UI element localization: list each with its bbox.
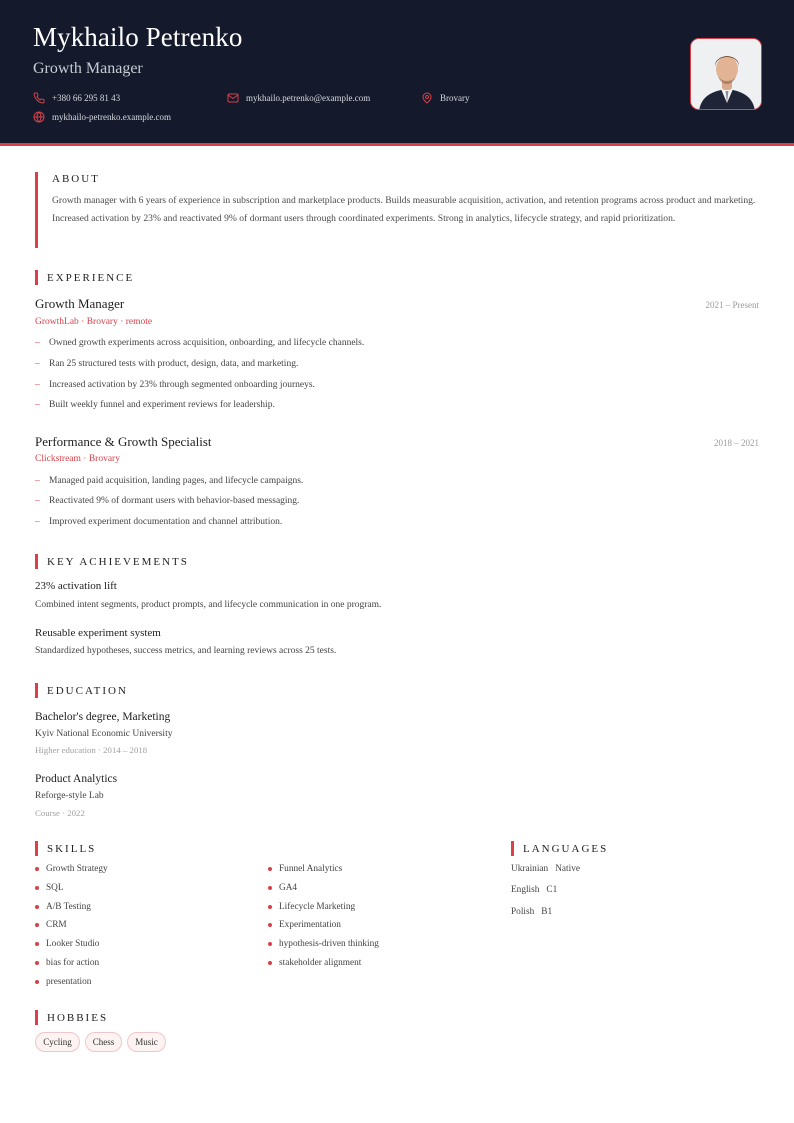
education-meta: Course · 2022 [35, 808, 85, 818]
skill-item: presentation [35, 977, 91, 987]
profile-photo [690, 38, 762, 110]
about-section [35, 172, 759, 248]
job-bullet: – Ran 25 structured tests with product, design, data, and marketing. [35, 359, 299, 369]
experience-heading [35, 270, 134, 285]
section-accent-bar [35, 270, 38, 285]
job-meta: GrowthLab · Brovary · remote [35, 317, 153, 327]
achievement-title: Reusable experiment system [35, 627, 161, 639]
section-accent-bar [511, 841, 514, 856]
achievement-title: 23% activation lift [35, 580, 117, 592]
language-item: Polish B1 [511, 907, 553, 917]
education-title: Product Analytics [35, 773, 118, 785]
skill-item: Lifecycle Marketing [268, 902, 355, 912]
header-accent-rule [0, 143, 794, 146]
location-text: Brovary [440, 93, 470, 103]
candidate-name: Mykhailo Petrenko [33, 22, 243, 52]
skill-item: stakeholder alignment [268, 958, 361, 968]
job-title: Performance & Growth Specialist [35, 434, 212, 449]
skill-item: SQL [35, 883, 64, 893]
contact-phone[interactable] [33, 92, 120, 104]
about-text: Growth manager with 6 years of experience in subscription and marketplace products. Builds measurable acquisition, activation, and retention programs across product and marketing. Increased activation by 23% and reactivated 9% of dormant users through coordinated experiments. Strong in analytics, lifecycle strategy, and rapid prioritization. [52, 195, 756, 224]
contact-website[interactable] [33, 111, 171, 123]
skill-item: GA4 [268, 883, 297, 893]
website-text: mykhailo-petrenko.example.com [52, 112, 171, 122]
job-bullet: – Managed paid acquisition, landing pages, and lifecycle campaigns. [35, 476, 304, 486]
phone-icon [33, 92, 45, 104]
phone-text: +380 66 295 81 43 [52, 93, 121, 103]
education-meta: Higher education · 2014 – 2018 [35, 745, 148, 755]
education-heading-text: EDUCATION [47, 684, 128, 697]
hobbies-heading-text: HOBBIES [47, 1011, 109, 1024]
job-bullet: – Owned growth experiments across acquisition, onboarding, and lifecycle channels. [35, 338, 365, 348]
email-text: mykhailo.petrenko@example.com [246, 93, 371, 103]
job-dates: 2018 – 2021 [714, 438, 759, 448]
job-bullet: – Built weekly funnel and experiment reviews for leadership. [35, 400, 275, 410]
skills-heading [35, 841, 96, 856]
language-item: Ukrainian Native [511, 864, 580, 874]
education-heading [35, 683, 128, 698]
achievements-heading [35, 554, 189, 569]
header [0, 0, 794, 143]
skills-heading-text: SKILLS [47, 842, 97, 855]
achievement-desc: Standardized hypotheses, success metrics, and learning reviews across 25 tests. [35, 646, 337, 656]
experience-heading-text: EXPERIENCE [47, 271, 135, 284]
language-item: English C1 [511, 885, 558, 895]
location-pin-icon [421, 92, 433, 104]
about-heading: ABOUT [52, 173, 100, 185]
job-bullet: – Increased activation by 23% through segmented onboarding journeys. [35, 380, 315, 390]
job-bullet: – Reactivated 9% of dormant users with behavior-based messaging. [35, 496, 300, 506]
hobby-chip: Cycling [35, 1032, 80, 1052]
languages-heading-text: LANGUAGES [523, 842, 609, 855]
job-meta: Clickstream · Brovary [35, 454, 120, 464]
skill-item: Growth Strategy [35, 864, 108, 874]
languages-heading [511, 841, 608, 856]
skill-item: A/B Testing [35, 902, 91, 912]
hobby-chip: Chess [85, 1032, 122, 1052]
job-title: Growth Manager [35, 296, 125, 311]
education-title: Bachelor's degree, Marketing [35, 711, 171, 723]
candidate-title: Growth Manager [33, 60, 143, 77]
section-accent-bar [35, 841, 38, 856]
skill-item: hypothesis-driven thinking [268, 939, 379, 949]
achievement-desc: Combined intent segments, product prompts, and lifecycle communication in one program. [35, 600, 382, 610]
job-dates: 2021 – Present [705, 300, 759, 310]
section-accent-bar [35, 1010, 38, 1025]
globe-icon [33, 111, 45, 123]
skill-item: Funnel Analytics [268, 864, 342, 874]
education-school: Reforge-style Lab [35, 791, 104, 801]
hobby-chip: Music [127, 1032, 166, 1052]
contact-email[interactable] [227, 92, 370, 104]
achievements-heading-text: KEY ACHIEVEMENTS [47, 555, 189, 568]
mail-icon [227, 92, 239, 104]
skill-item: Looker Studio [35, 939, 99, 949]
job-bullet: – Improved experiment documentation and channel attribution. [35, 517, 283, 527]
hobbies-heading [35, 1010, 108, 1025]
skill-item: Experimentation [268, 920, 341, 930]
education-school: Kyiv National Economic University [35, 729, 173, 739]
section-accent-bar [35, 554, 38, 569]
section-accent-bar [35, 683, 38, 698]
skill-item: bias for action [35, 958, 99, 968]
contact-location [421, 92, 470, 104]
skill-item: CRM [35, 920, 67, 930]
